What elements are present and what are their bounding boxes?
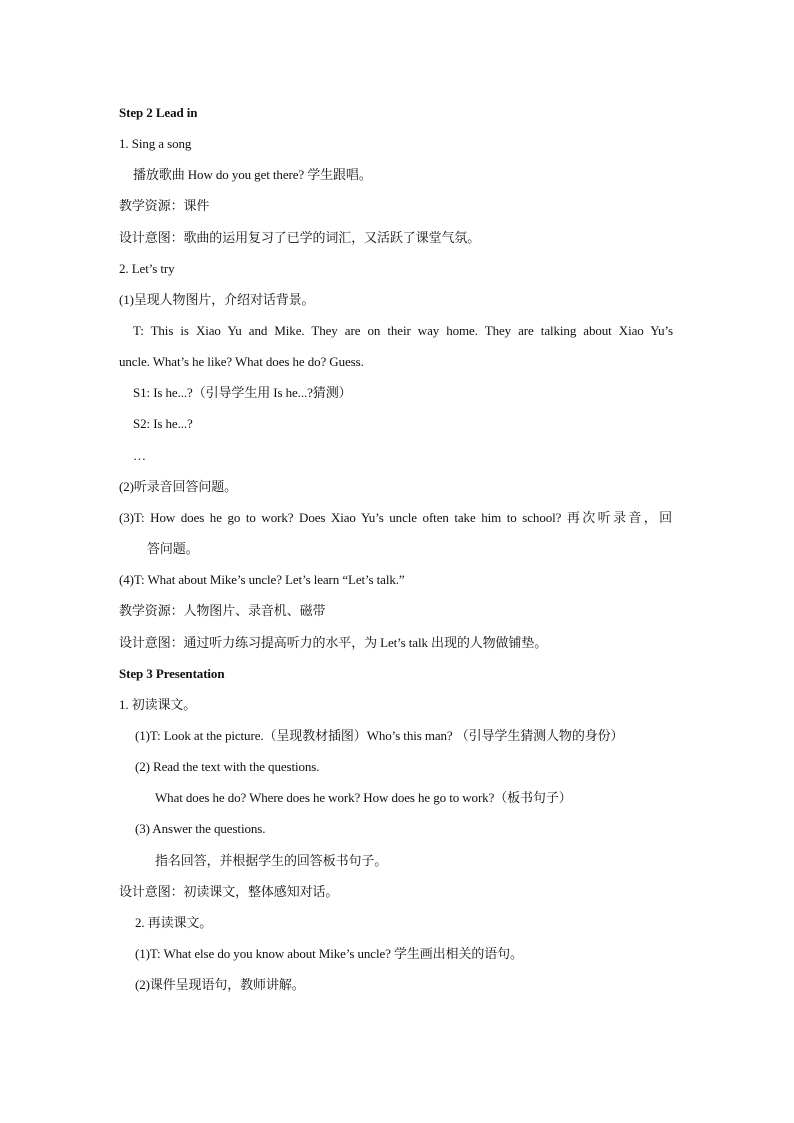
student-2-guess: S2: Is he...? — [133, 416, 193, 431]
first-reading-step-1: (1)T: Look at the picture.（呈现教材插图）Who’s this man? （引导学生猜测人物的身份） — [135, 728, 624, 743]
ellipsis-line: … — [133, 448, 146, 463]
first-reading-step-2: (2) Read the text with the questions. — [135, 759, 320, 774]
teaching-resource-1: 教学资源：课件 — [119, 198, 210, 213]
second-reading-step-2: (2)课件呈现语句，教师讲解。 — [135, 977, 305, 992]
step-1-present-pictures: (1)呈现人物图片，介绍对话背景。 — [119, 292, 315, 307]
step-2-listen: (2)听录音回答问题。 — [119, 479, 238, 494]
item-sing-a-song: 1. Sing a song — [119, 136, 192, 151]
step-3-question-line-1: (3)T: How does he go to work? Does Xiao Yu’s uncle often take him to school? 再次听录音，回 — [119, 510, 672, 525]
first-reading-step-3: (3) Answer the questions. — [135, 821, 266, 836]
answer-instructions: 指名回答，并根据学生的回答板书句子。 — [155, 853, 388, 868]
heading-step-3-presentation: Step 3 Presentation — [119, 666, 225, 681]
teaching-resource-2: 教学资源：人物图片、录音机、磁带 — [119, 603, 326, 618]
student-1-guess: S1: Is he...?（引导学生用 Is he...?猜测） — [133, 385, 352, 400]
second-reading-step-1: (1)T: What else do you know about Mike’s uncle? 学生画出相关的语句。 — [135, 946, 523, 961]
design-intent-3: 设计意图：初读课文，整体感知对话。 — [119, 884, 339, 899]
item-first-reading: 1. 初读课文。 — [119, 697, 197, 712]
reading-questions: What does he do? Where does he work? How does he go to work?（板书句子） — [155, 790, 572, 805]
teacher-intro-line-1: T: This is Xiao Yu and Mike. They are on their way home. They are talking about Xiao Yu’s — [133, 323, 673, 338]
item-lets-try: 2. Let’s try — [119, 261, 175, 276]
paragraph-play-song: 播放歌曲 How do you get there? 学生跟唱。 — [133, 167, 372, 182]
design-intent-1: 设计意图：歌曲的运用复习了已学的词汇，又活跃了课堂气氛。 — [119, 230, 481, 245]
design-intent-2: 设计意图：通过听力练习提高听力的水平，为 Let’s talk 出现的人物做铺垫。 — [119, 635, 548, 650]
step-4-mikes-uncle: (4)T: What about Mike’s uncle? Let’s learn “Let’s talk.” — [119, 572, 405, 587]
heading-step-2-lead-in: Step 2 Lead in — [119, 105, 198, 120]
item-second-reading: 2. 再读课文。 — [135, 915, 213, 930]
step-3-question-line-2: 答问题。 — [147, 541, 199, 556]
teacher-intro-line-2: uncle. What’s he like? What does he do? Guess. — [119, 354, 364, 369]
